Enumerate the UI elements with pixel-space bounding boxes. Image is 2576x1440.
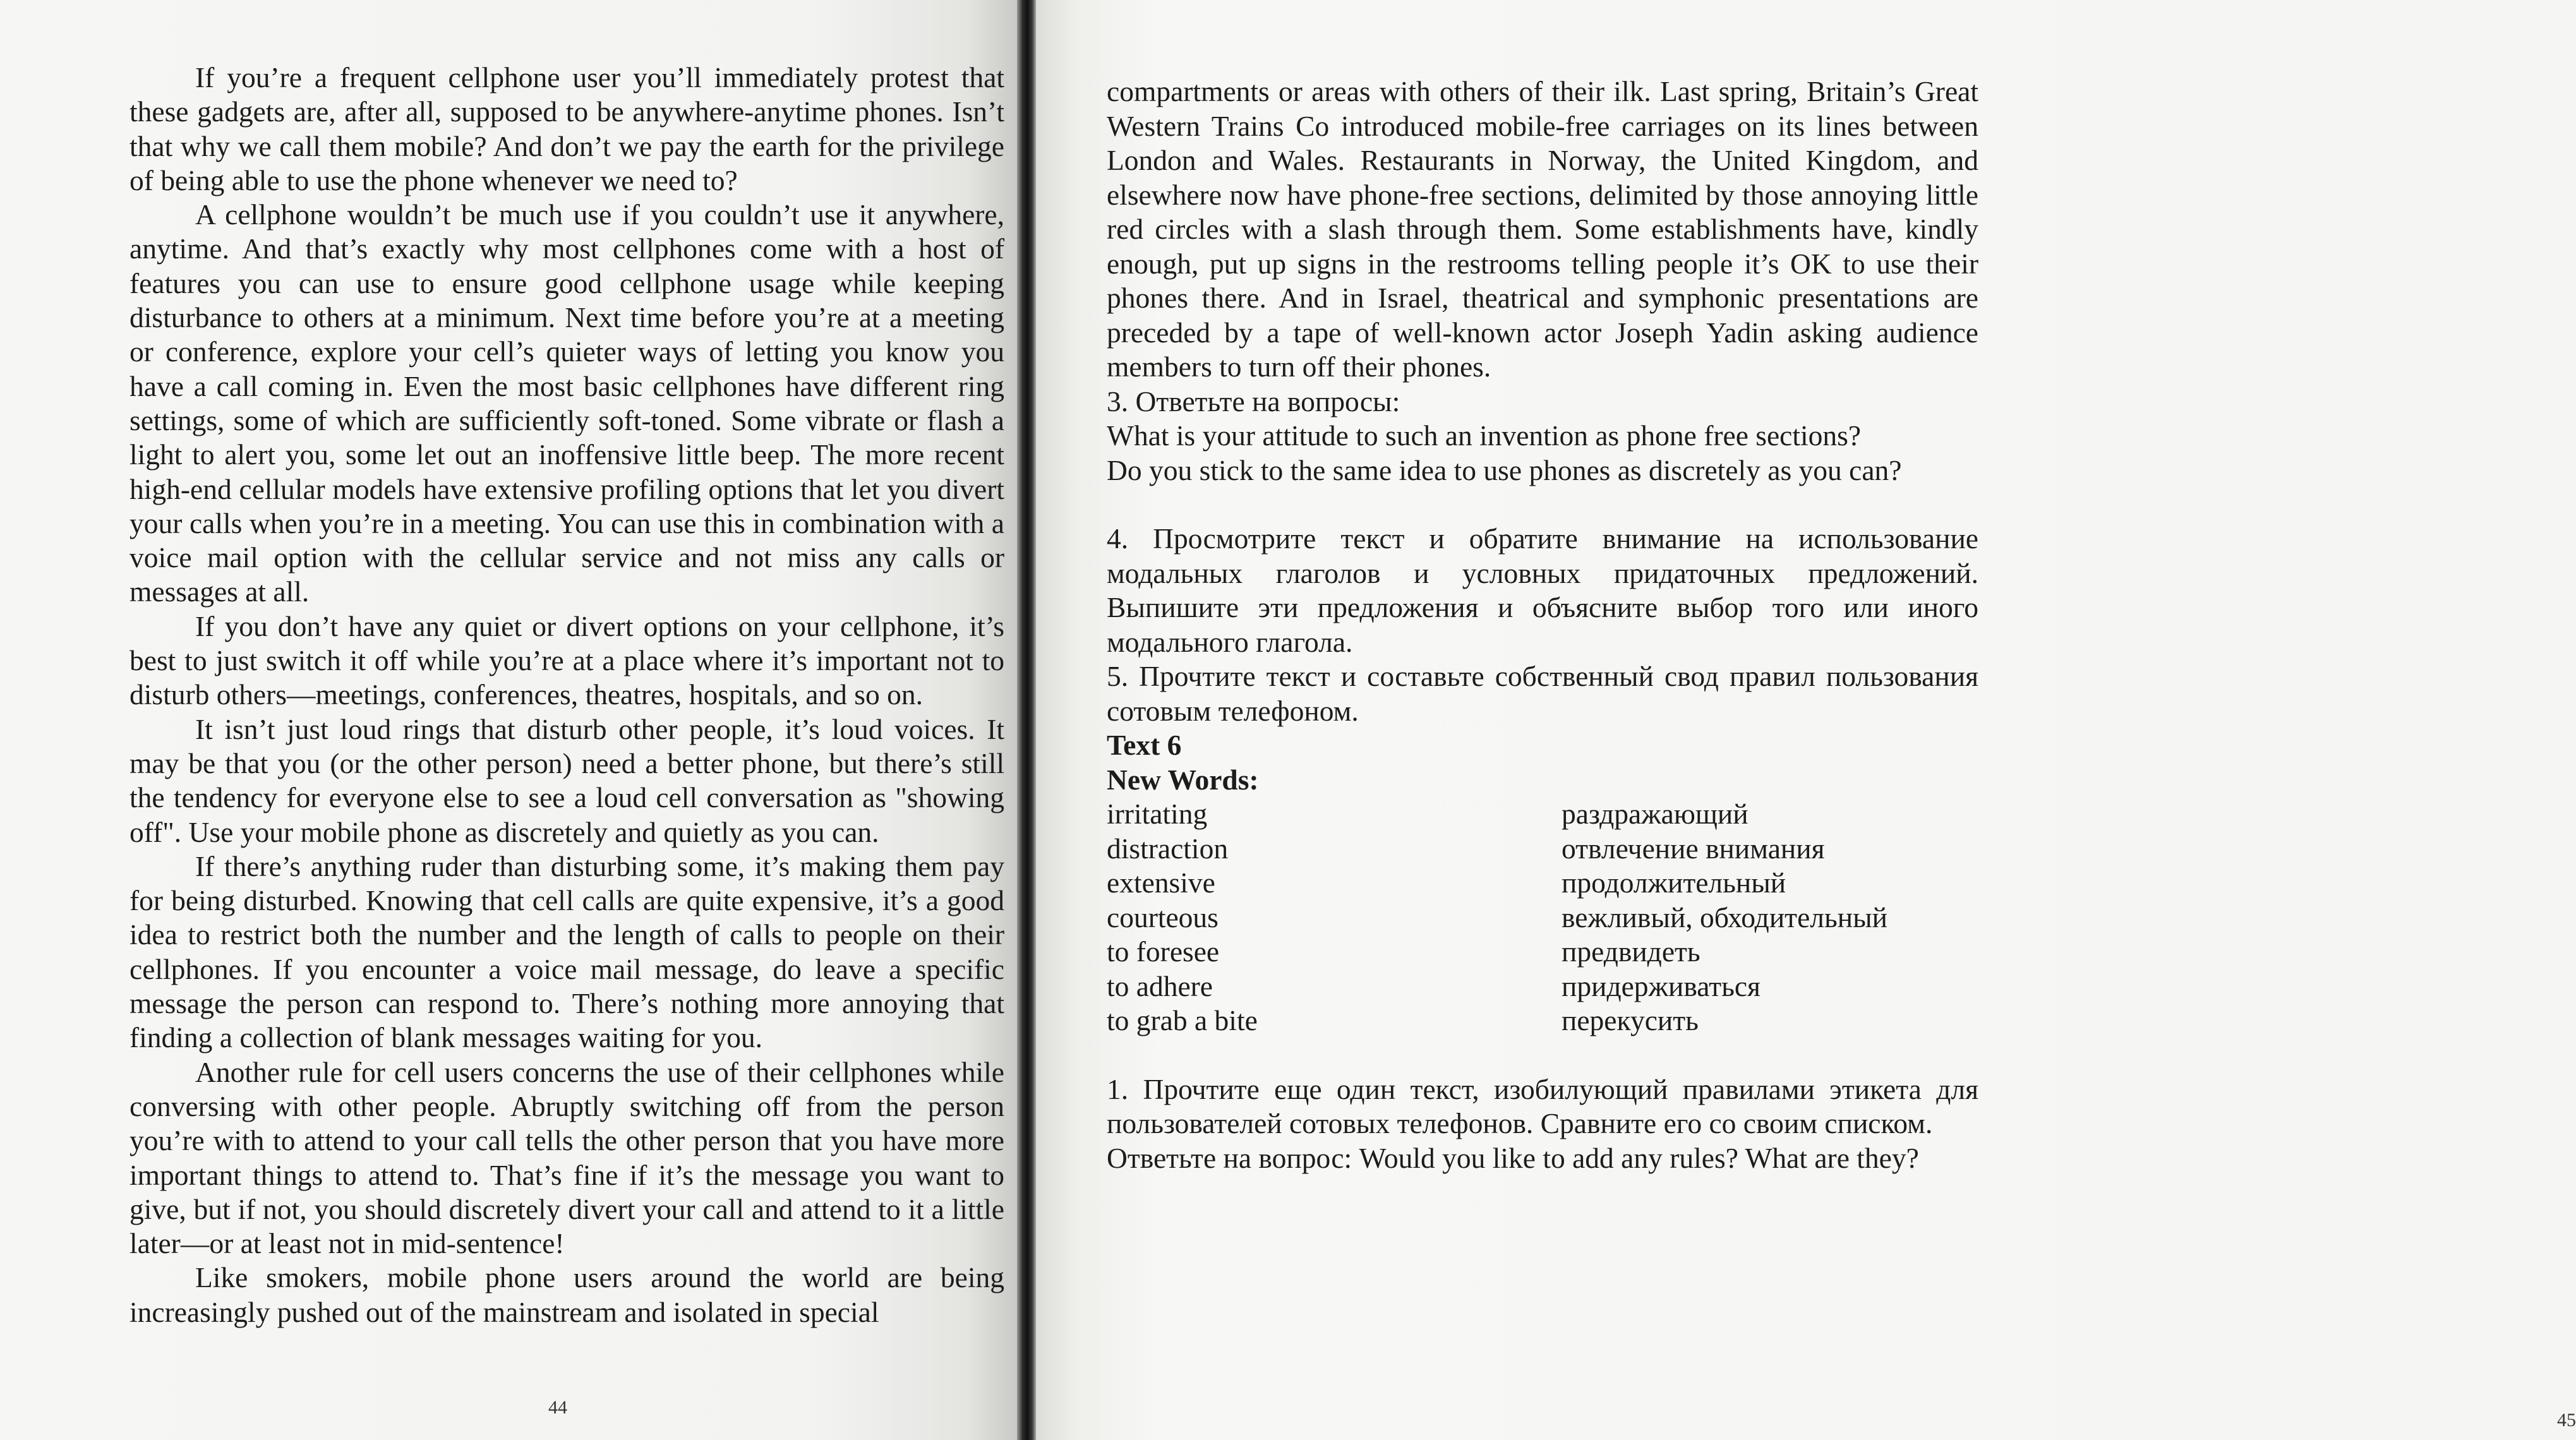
task-4: 4. Просмотрите текст и обратите внимание на использование модальных глаголов и условных придаточных предложений. Выпишите эти предложения и объясните выбор того или иного модального глагола. (1107, 522, 1978, 658)
paragraph: If there’s anything ruder than disturbing some, it’s making them pay for being disturbed. Knowing that cell calls are quite expensive, it’s a good idea to restrict both the number and the length of calls to people on their cellphones. If you encounter a voice mail message, do leave a specific message the person can respond to. There’s nothing more annoying that finding a collection of blank messages waiting for you. (129, 849, 1004, 1054)
left-page (0, 0, 1017, 1440)
task-3 (1107, 385, 1978, 488)
vocabulary-translation: вежливый, обходительный (1562, 901, 1887, 933)
page-number: 45 (2557, 1410, 2576, 1431)
book-gutter (1017, 0, 1036, 1440)
left-page-text (129, 61, 1004, 1329)
vocabulary-translation: отвлечение внимания (1562, 832, 1825, 865)
task-3-question: What is your attitude to such an invention as phone free sections? (1107, 419, 1862, 452)
task-3-title: 3. Ответьте на вопросы: (1107, 385, 1400, 417)
vocabulary-list (1107, 797, 1978, 1038)
paragraph: If you don’t have any quiet or divert options on your cellphone, it’s best to just switch it off while you’re at a place where it’s important not to disturb others—meetings, conferences, theatres, hospitals, and so on. (129, 609, 1004, 711)
vocabulary-term: to adhere (1107, 969, 1213, 1002)
vocabulary-translation: перекусить (1562, 1004, 1699, 1036)
vocabulary-translation: предвидеть (1562, 935, 1700, 968)
task-1: 1. Прочтите еще один текст, изобилующий правилами этикета для пользователей сотовых телефонов. Сравните его со своим списком. (1107, 1072, 1978, 1139)
vocabulary-term: irritating (1107, 798, 1208, 830)
vocabulary-term: extensive (1107, 867, 1215, 899)
task-5: 5. Прочтите текст и составьте собственный свод правил пользования сотовым телефоном. (1107, 660, 1978, 727)
vocabulary-english-column (1107, 797, 1562, 1038)
vocabulary-term: distraction (1107, 832, 1229, 865)
vocabulary-term: to foresee (1107, 935, 1220, 968)
page-number: 44 (548, 1397, 567, 1418)
question-line: Ответьте на вопрос: Would you like to add any rules? What are they? (1107, 1141, 1919, 1174)
new-words (1107, 763, 1978, 1038)
continuation-paragraph: compartments or areas with others of their ilk. Last spring, Britain’s Great Western Trains Co introduced mobile-free carriages on its lines between London and Wales. Restaurants in Norway, the United Kingdom, and elsewhere now have phone-free sections, delimited by those annoying little red circles with a slash through them. Some establishments have, kindly enough, put up signs in the restrooms telling people it’s OK to use their phones there. And in Israel, theatrical and symphonic presentations are preceded by a tape of well-known actor Joseph Yadin asking audience members to turn off their phones. (1107, 75, 1978, 383)
vocabulary-translation: раздражающий (1562, 798, 1748, 830)
vocabulary-translation: придерживаться (1562, 969, 1760, 1002)
paragraph: It isn’t just loud rings that disturb other people, it’s loud voices. It may be that you (or the other person) need a better phone, but there’s still the tendency for everyone else to see a loud cell conversation as "showing off". Use your mobile phone as discretely and quietly as you can. (129, 712, 1004, 848)
vocabulary-russian-column (1562, 797, 1978, 1038)
paragraph: A cellphone wouldn’t be much use if you couldn’t use it anywhere, anytime. And that’s exactly why most cellphones come with a host of features you can use to ensure good cellphone usage while keeping disturbance to others at a minimum. Next time before you’re at a meeting or conference, explore your cell’s quieter ways of letting you know you have a call coming in. Even the most basic cellphones have different ring settings, some of which are sufficiently soft-toned. Some vibrate or flash a light to alert you, some let out an inoffensive little beep. The more recent high-end cellular models have extensive profiling options that let you divert your calls when you’re in a meeting. You can use this in combination with a voice mail option with the cellular service and not miss any calls or messages at all. (129, 198, 1004, 608)
paragraph: If you’re a frequent cellphone user you’ll immediately protest that these gadgets are, after all, supposed to be anywhere-anytime phones. Isn’t that why we call them mobile? And don’t we pay the earth for the privilege of being able to use the phone whenever we need to? (129, 61, 1004, 196)
vocabulary-term: courteous (1107, 901, 1219, 933)
paragraph: Like smokers, mobile phone users around the world are being increasingly pushed out of the mainstream and isolated in special (129, 1261, 1004, 1328)
paragraph: Another rule for cell users concerns the use of their cellphones while conversing with other people. Abruptly switching off from the person you’re with to attend to your call tells the other person that you have more important things to attend to. That’s fine if it’s the message you want to give, but if not, you should discretely divert your call and attend to it a little later—or at least not in mid-sentence! (129, 1055, 1004, 1260)
vocabulary-term: to grab a bite (1107, 1004, 1258, 1036)
task-3-question: Do you stick to the same idea to use phones as discretely as you can? (1107, 453, 1902, 486)
text-heading: Text 6 (1107, 729, 1182, 761)
new-words-heading: New Words: (1107, 763, 1259, 796)
vocabulary-translation: продолжительный (1562, 867, 1786, 899)
right-page-text (1107, 75, 1978, 1175)
